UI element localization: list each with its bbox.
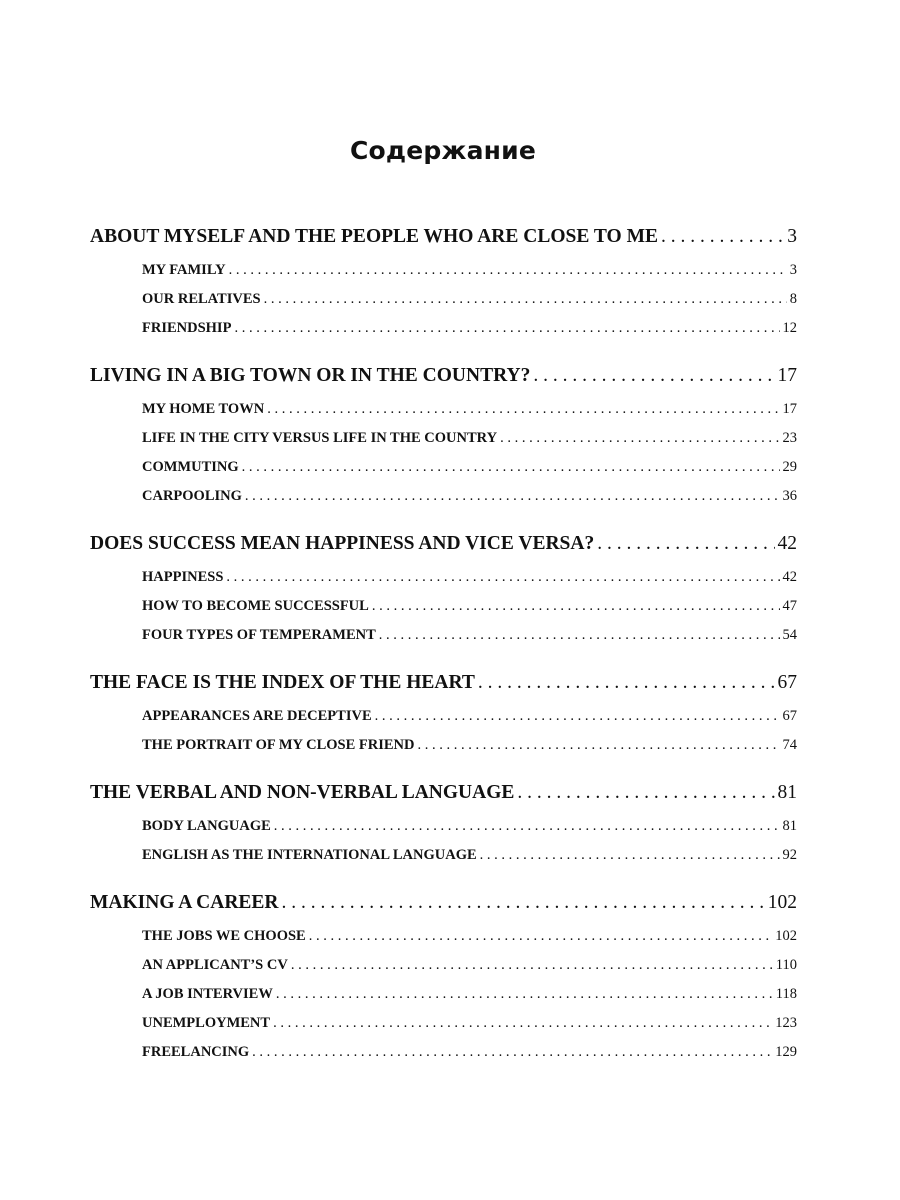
section-entry[interactable] [142,621,797,650]
chapter-entry[interactable] [90,886,797,919]
toc-chapter [90,776,797,870]
dot-leader [517,776,774,809]
section-entry[interactable] [142,1038,797,1067]
section-entry[interactable] [142,563,797,592]
section-title: LIFE IN THE CITY VERSUS LIFE IN THE COUNTRY [142,430,498,446]
chapter-title: THE FACE IS THE INDEX OF THE HEART [90,672,475,693]
chapter-title: THE VERBAL AND NON-VERBAL LANGUAGE [90,782,515,803]
section-entry[interactable] [142,812,797,841]
section-page-number: 36 [782,488,797,504]
dot-leader [273,1009,772,1038]
section-page-number: 92 [782,847,797,863]
section-entry[interactable] [142,1009,797,1038]
section-title: ENGLISH AS THE INTERNATIONAL LANGUAGE [142,847,477,863]
chapter-page-number: 42 [777,533,797,554]
dot-leader [242,453,780,482]
dot-leader [229,256,787,285]
toc-chapter [90,527,797,650]
section-entry[interactable] [142,980,797,1009]
section-title: THE PORTRAIT OF MY CLOSE FRIEND [142,737,415,753]
dot-leader [500,424,779,453]
section-title: FOUR TYPES OF TEMPERAMENT [142,627,376,643]
section-title: OUR RELATIVES [142,291,261,307]
chapter-entry[interactable] [90,527,797,560]
toc-chapter [90,359,797,511]
section-entry[interactable] [142,951,797,980]
chapter-title: ABOUT MYSELF AND THE PEOPLE WHO ARE CLOSE TO ME [90,226,658,247]
section-page-number: 12 [782,320,797,336]
dot-leader [264,285,787,314]
section-entry[interactable] [142,482,797,511]
dot-leader [309,922,773,951]
dot-leader [375,702,780,731]
section-entry[interactable] [142,592,797,621]
chapter-entry[interactable] [90,666,797,699]
chapter-entry[interactable] [90,776,797,809]
section-title: COMMUTING [142,459,239,475]
section-page-number: 29 [782,459,797,475]
dot-leader [372,592,780,621]
section-entry[interactable] [142,453,797,482]
section-entry[interactable] [142,395,797,424]
dot-leader [417,731,779,760]
dot-leader [478,666,775,699]
section-page-number: 102 [775,928,797,944]
toc-chapter [90,220,797,343]
section-title: APPEARANCES ARE DECEPTIVE [142,708,372,724]
chapter-page-number: 17 [777,365,797,386]
section-entry[interactable] [142,702,797,731]
section-title: FREELANCING [142,1044,250,1060]
section-entry[interactable] [142,424,797,453]
page-title: Содержание [349,136,537,165]
section-page-number: 47 [782,598,797,614]
dot-leader [276,980,773,1009]
chapter-page-number: 102 [767,892,797,913]
chapter-entry[interactable] [90,220,797,253]
chapter-title: LIVING IN A BIG TOWN OR IN THE COUNTRY? [90,365,531,386]
chapter-title: MAKING A CAREER [90,892,279,913]
chapter-page-number: 67 [777,672,797,693]
chapter-entry[interactable] [90,359,797,392]
section-page-number: 67 [782,708,797,724]
section-entry[interactable] [142,922,797,951]
section-title: HAPPINESS [142,569,224,585]
section-page-number: 129 [775,1044,797,1060]
section-page-number: 123 [775,1015,797,1031]
section-title: HOW TO BECOME SUCCESSFUL [142,598,369,614]
section-title: BODY LANGUAGE [142,818,271,834]
chapter-title: DOES SUCCESS MEAN HAPPINESS AND VICE VERSA? [90,533,595,554]
section-entry[interactable] [142,731,797,760]
section-page-number: 8 [789,291,797,307]
section-title: A JOB INTERVIEW [142,986,273,1002]
section-title: CARPOOLING [142,488,242,504]
section-page-number: 110 [775,957,797,973]
section-page-number: 81 [782,818,797,834]
chapter-page-number: 81 [777,782,797,803]
dot-leader [282,886,765,919]
section-title: MY FAMILY [142,262,226,278]
chapter-page-number: 3 [787,226,797,247]
dot-leader [661,220,784,253]
dot-leader [379,621,780,650]
dot-leader [291,951,773,980]
dot-leader [480,841,780,870]
section-page-number: 17 [782,401,797,417]
dot-leader [274,812,780,841]
section-entry[interactable] [142,285,797,314]
section-page-number: 3 [789,262,797,278]
section-title: THE JOBS WE CHOOSE [142,928,306,944]
section-title: MY HOME TOWN [142,401,265,417]
dot-leader [597,527,774,560]
section-page-number: 118 [775,986,797,1002]
dot-leader [252,1038,772,1067]
toc-chapter [90,666,797,760]
section-page-number: 23 [782,430,797,446]
section-page-number: 54 [782,627,797,643]
section-title: AN APPLICANT’S CV [142,957,288,973]
section-page-number: 74 [782,737,797,753]
section-entry[interactable] [142,314,797,343]
dot-leader [226,563,779,592]
section-title: UNEMPLOYMENT [142,1015,271,1031]
dot-leader [245,482,780,511]
section-entry[interactable] [142,256,797,285]
table-of-contents [90,220,797,1083]
toc-chapter [90,886,797,1067]
section-page-number: 42 [782,569,797,585]
dot-leader [267,395,779,424]
section-entry[interactable] [142,841,797,870]
dot-leader [533,359,774,392]
dot-leader [234,314,779,343]
section-title: FRIENDSHIP [142,320,232,336]
